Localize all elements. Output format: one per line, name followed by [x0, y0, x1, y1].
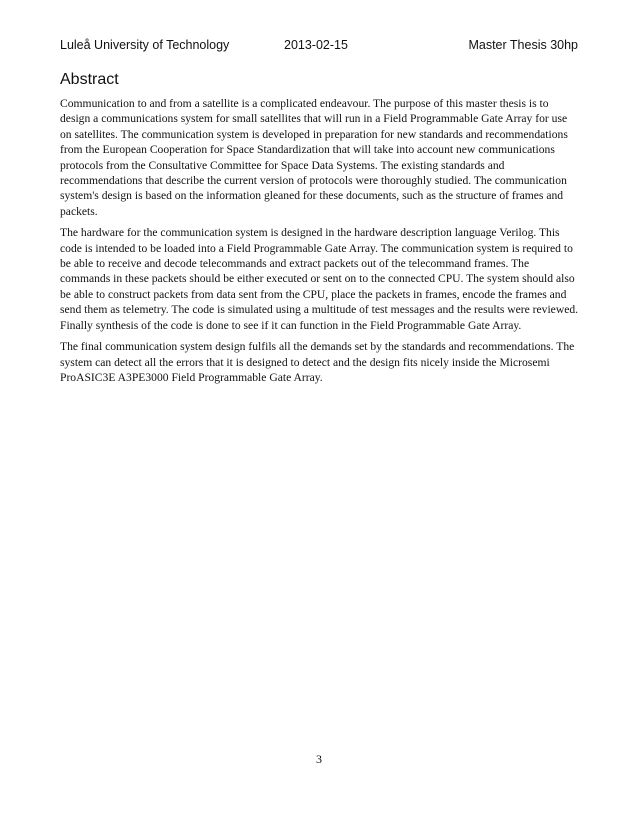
abstract-paragraph-3: The final communication system design fulfils all the demands set by the standards and recommendations. The system can detect all the errors that it is designed to detect and the design fits nicely inside the Microsemi ProASIC3E A3PE3000 Field Programmable Gate Array.	[60, 340, 575, 384]
header-thesis-type: Master Thesis 30hp	[468, 38, 578, 52]
page-header	[60, 37, 578, 53]
header-date: 2013-02-15	[284, 38, 348, 52]
page-number: 3	[316, 752, 322, 766]
section-title: Abstract	[60, 71, 119, 88]
header-university: Luleå University of Technology	[60, 38, 230, 52]
abstract-paragraph-2: The hardware for the communication system is designed in the hardware description language Verilog. This code is intended to be loaded into a Field Programmable Gate Array. The communication system is required to be able to receive and decode telecommands and extract packets out of the telecommand frames. The commands in these packets should be either executed or sent on to the connected CPU. The system should also be able to construct packets from data sent from the CPU, place the packets in frames, encode the frames and send them as telemetry. The code is simulated using a multitude of test messages and the results were reviewed. Finally synthesis of the code is done to see if it can function in the Field Programmable Gate Array.	[60, 226, 579, 332]
abstract-paragraph-1: Communication to and from a satellite is a complicated endeavour. The purpose of this master thesis is to design a communications system for small satellites that will run in a Field Programmable Gate Array for use on satellites. The communication system is developed in preparation for new standards and recommendations from the European Cooperation for Space Standardization that will take into account new communications protocols from the Consultative Committee for Space Data Systems. The existing standards and recommendations that describe the current version of protocols were thoroughly studied. The communication system's design is based on the information gleaned for these documents, such as the structure of frames and packets.	[60, 97, 568, 218]
abstract-body	[60, 96, 580, 391]
